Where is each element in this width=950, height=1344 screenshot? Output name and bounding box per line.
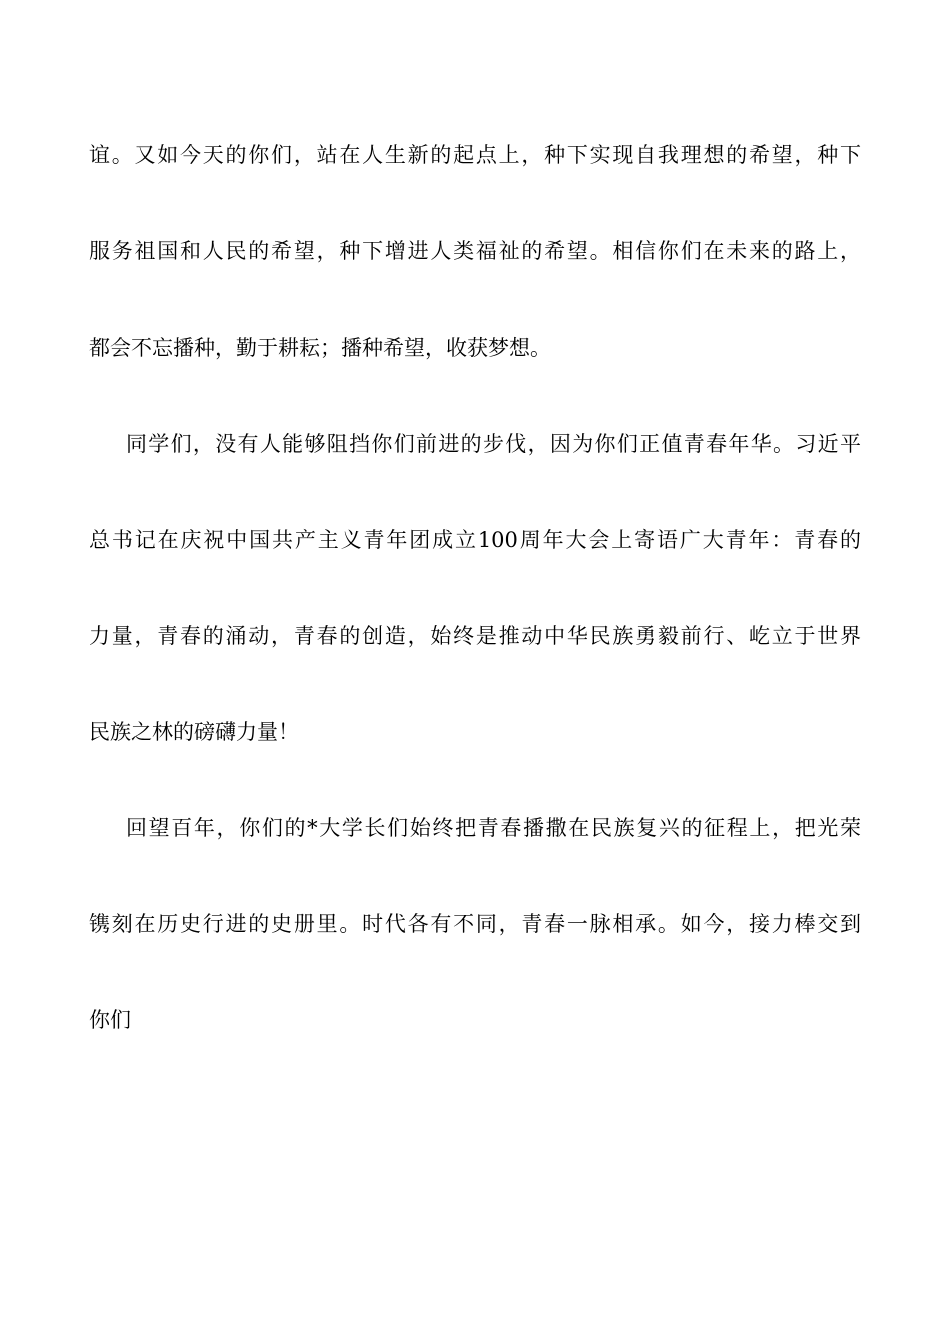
text-line-7: 民族之林的磅礴力量！ [89,720,299,744]
text-line-8: 回望百年，你们的*大学长们始终把青春播撒在民族复兴的征程上，把光荣 [126,816,861,840]
text-line-2: 服务祖国和人民的希望，种下增进人类福祉的希望。相信你们在未来的路上， [89,239,861,263]
text-line-3: 都会不忘播种，勤于耕耘；播种希望，收获梦想。 [89,336,551,360]
text-line-4: 同学们，没有人能够阻挡你们前进的步伐，因为你们正值青春年华。习近平 [126,432,861,456]
text-line-6: 力量，青春的涌动，青春的创造，始终是推动中华民族勇毅前行、屹立于世界 [89,624,861,648]
text-line-1: 谊。又如今天的你们，站在人生新的起点上，种下实现自我理想的希望，种下 [89,143,861,167]
text-line-10: 你们 [89,1008,131,1032]
text-line-9: 镌刻在历史行进的史册里。时代各有不同，青春一脉相承。如今，接力棒交到 [89,912,861,936]
text-line-5: 总书记在庆祝中国共产主义青年团成立100周年大会上寄语广大青年：青春的 [89,528,861,552]
